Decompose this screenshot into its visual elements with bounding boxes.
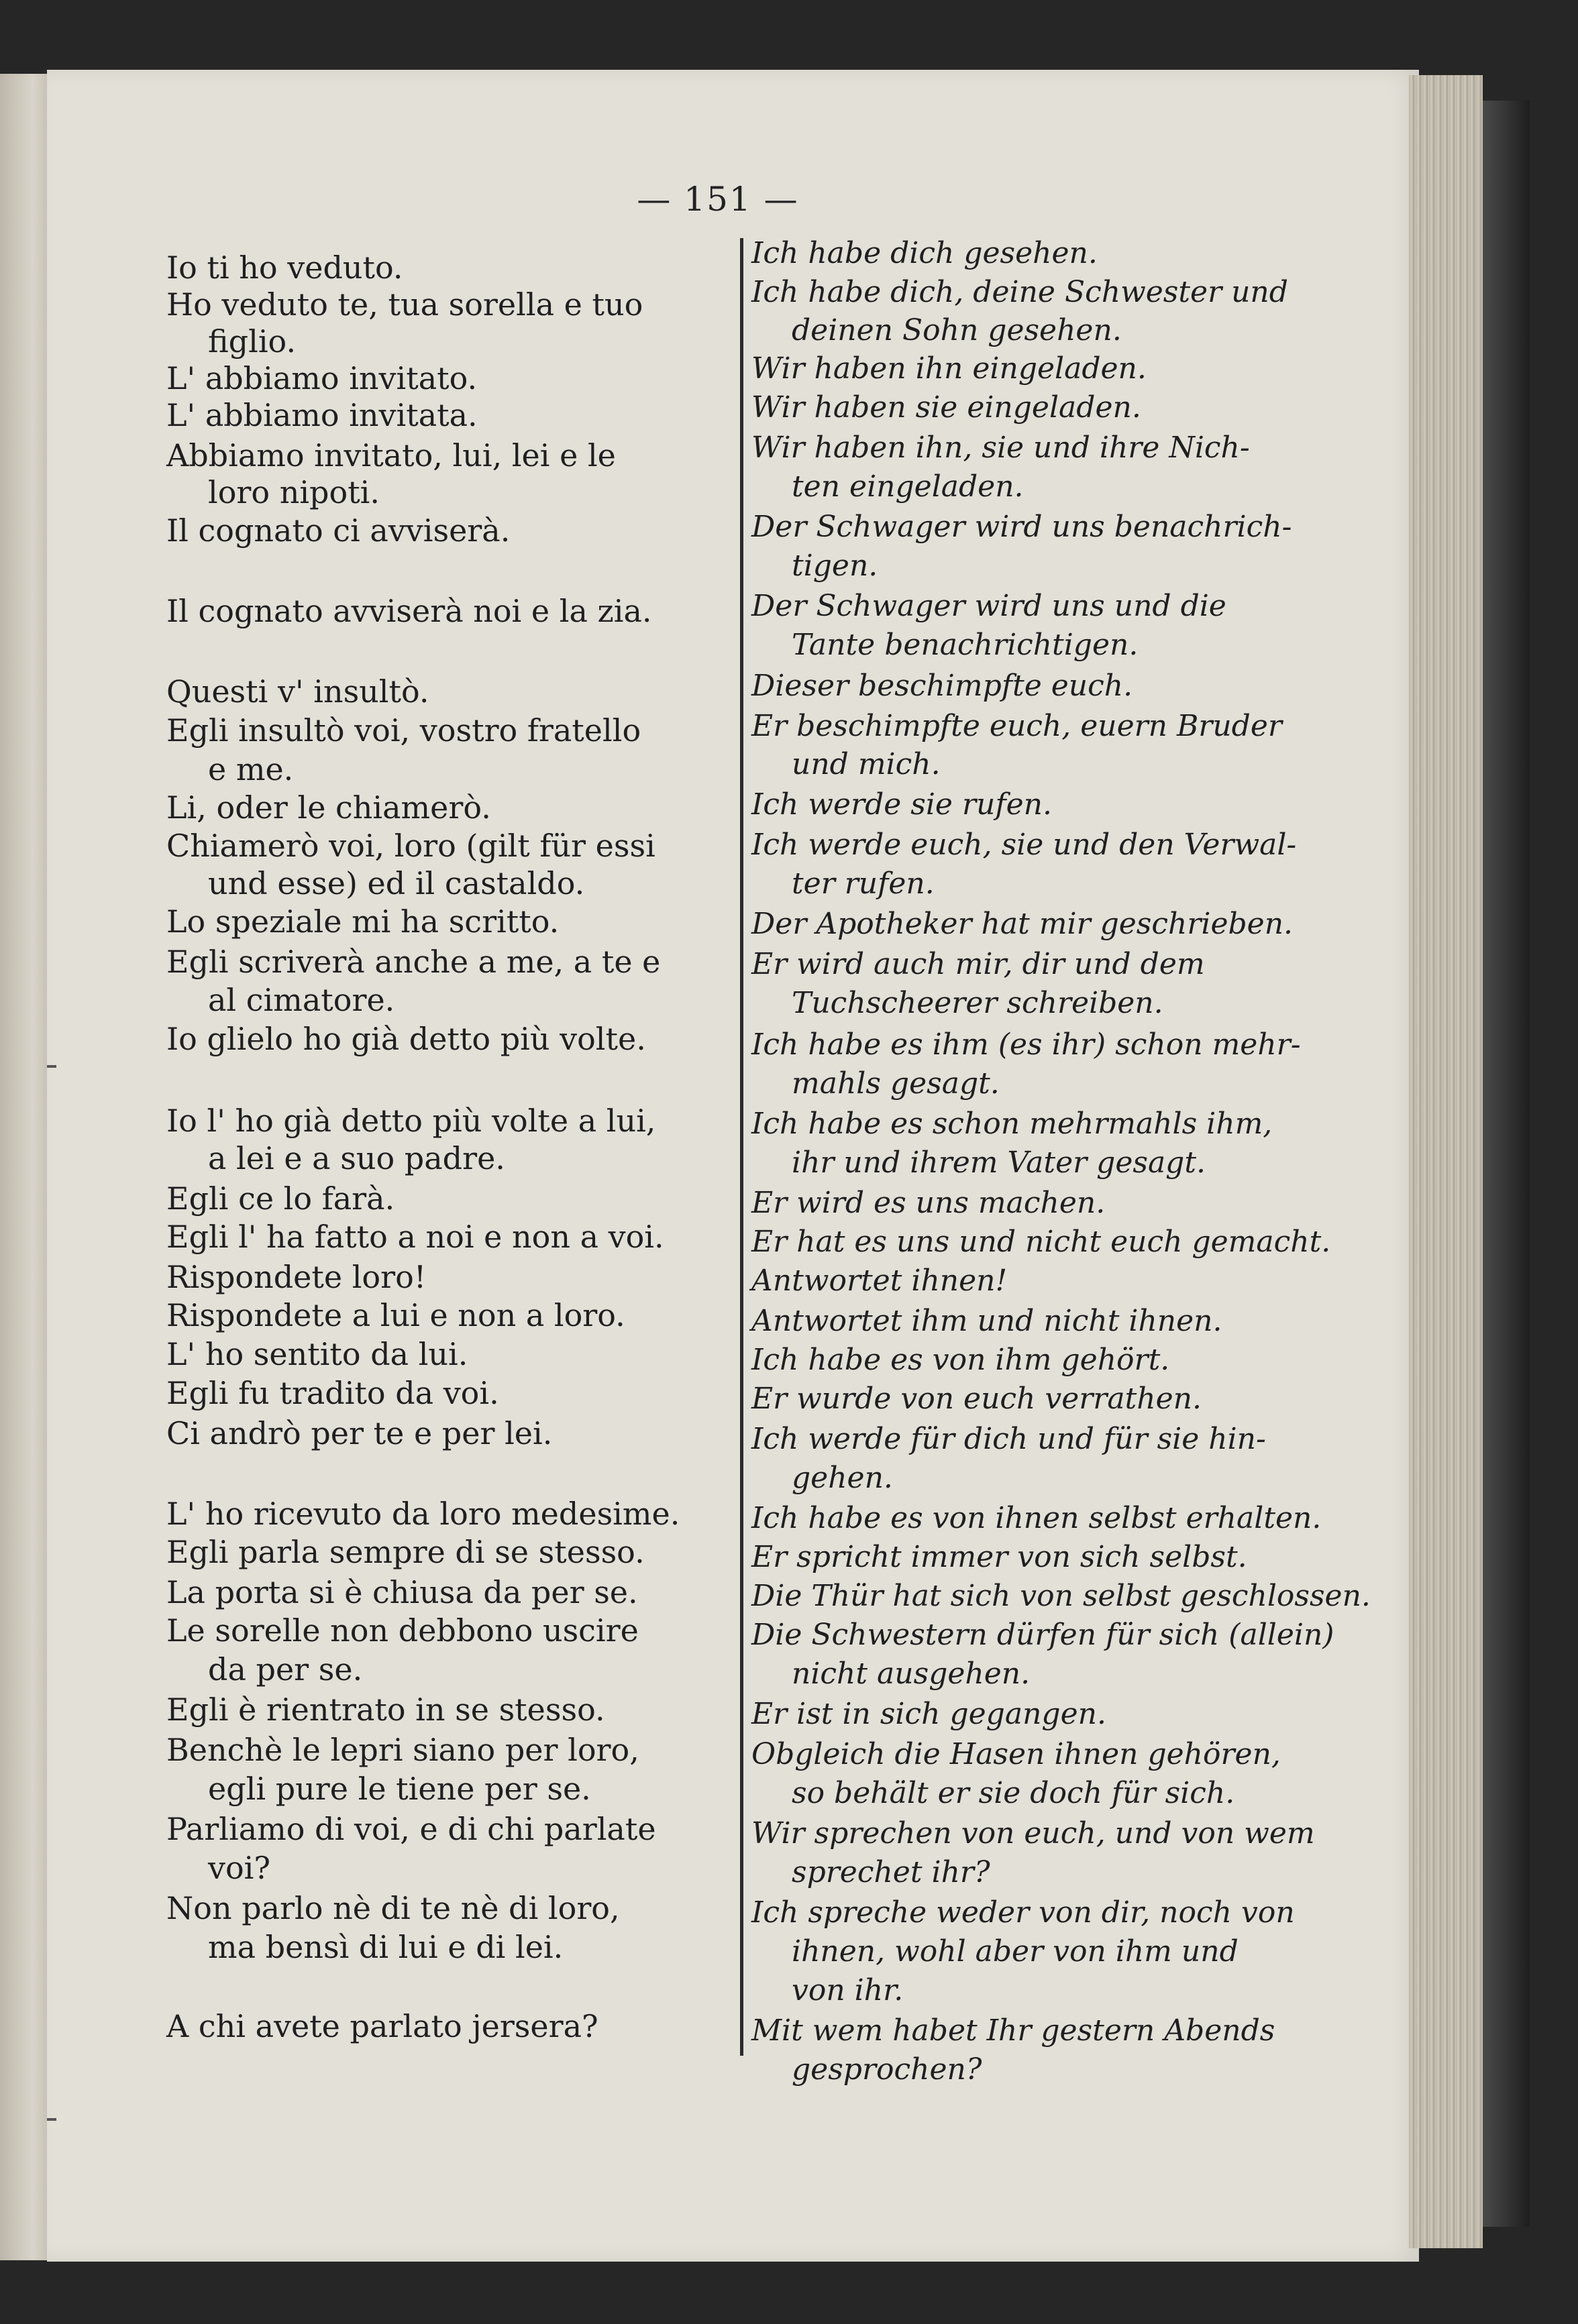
italian-line: a lei e a suo padre.	[208, 1140, 505, 1176]
german-line: ihnen, wohl aber von ihm und	[792, 1934, 1239, 1969]
german-line: Ich habe dich gesehen.	[751, 236, 1098, 270]
german-line: Obgleich die Hasen ihnen gehören,	[751, 1737, 1281, 1771]
italian-line: Egli insultò voi, vostro fratello	[166, 712, 641, 749]
italian-line: e me.	[208, 751, 294, 787]
italian-line: L' abbiamo invitata.	[166, 397, 478, 433]
italian-line: voi?	[208, 1850, 271, 1886]
german-line: Er wird es uns machen.	[751, 1186, 1106, 1220]
italian-line: und esse) ed il castaldo.	[208, 865, 585, 901]
italian-line: figlio.	[208, 323, 297, 359]
italian-line: Egli scriverà anche a me, a te e	[166, 944, 661, 980]
german-line: Mit wem habet Ihr gestern Abends	[751, 2013, 1275, 2048]
page-fore-edge	[1409, 75, 1483, 2248]
italian-line: Egli è rientrato in se stesso.	[166, 1692, 605, 1728]
german-line: Wir haben ihn, sie und ihre Nich-	[751, 431, 1250, 465]
german-line: Die Thür hat sich von selbst geschlossen.	[751, 1579, 1371, 1613]
german-line: Er hat es uns und nicht euch gemacht.	[751, 1225, 1331, 1259]
german-line: Er ist in sich gegangen.	[751, 1697, 1106, 1731]
margin-mark	[47, 2118, 56, 2121]
italian-line: Questi v' insultò.	[166, 673, 429, 710]
italian-line: ma bensì di lui e di lei.	[208, 1929, 564, 1965]
german-line: mahls gesagt.	[792, 1066, 1000, 1101]
german-line: Der Schwager wird uns und die	[751, 589, 1226, 623]
german-line: deinen Sohn gesehen.	[792, 313, 1122, 347]
german-line: ten eingeladen.	[792, 469, 1024, 504]
italian-line: Lo speziale mi ha scritto.	[166, 903, 560, 940]
german-line: sprechet ihr?	[792, 1855, 990, 1889]
italian-line: Parliamo di voi, e di chi parlate	[166, 1811, 656, 1847]
italian-line: L' abbiamo invitato.	[166, 360, 478, 396]
german-line: Ich werde für dich und für sie hin-	[751, 1422, 1266, 1456]
german-line: Antwortet ihnen!	[751, 1264, 1008, 1298]
italian-line: Benchè le lepri siano per loro,	[166, 1732, 639, 1768]
german-line: und mich.	[792, 747, 941, 781]
german-line: Ich werde euch, sie und den Verwal-	[751, 828, 1297, 862]
italian-line: Il cognato avviserà noi e la zia.	[166, 593, 652, 629]
page-number: — 151 —	[637, 180, 799, 219]
german-line: ihr und ihrem Vater gesagt.	[792, 1146, 1206, 1180]
italian-line: Io glielo ho già detto più volte.	[166, 1021, 646, 1057]
german-line: Ich habe es von ihm gehört.	[751, 1343, 1170, 1377]
book-cover-edge	[1483, 101, 1530, 2227]
italian-line: La porta si è chiusa da per se.	[166, 1574, 638, 1610]
german-line: Ich spreche weder von dir, noch von	[751, 1895, 1295, 1930]
column-divider	[740, 238, 743, 2056]
italian-line: Rispondete loro!	[166, 1259, 427, 1295]
german-line: Ich habe es von ihnen selbst erhalten.	[751, 1501, 1322, 1535]
italian-line: Egli l' ha fatto a noi e non a voi.	[166, 1219, 664, 1255]
previous-page-edge	[0, 74, 47, 2260]
italian-line: Non parlo nè di te nè di loro,	[166, 1890, 620, 1926]
german-line: Ich habe dich, deine Schwester und	[751, 275, 1288, 309]
italian-line: Ho veduto te, tua sorella e tuo	[166, 286, 643, 323]
german-line: Er spricht immer von sich selbst.	[751, 1540, 1247, 1574]
italian-line: L' ho sentito da lui.	[166, 1336, 468, 1372]
german-line: tigen.	[792, 549, 878, 583]
german-line: gesprochen?	[792, 2052, 982, 2087]
italian-line: Ci andrò per te e per lei.	[166, 1415, 553, 1451]
italian-line: Io l' ho già detto più volte a lui,	[166, 1103, 656, 1139]
german-line: nicht ausgehen.	[792, 1657, 1031, 1691]
italian-line: Chiamerò voi, loro (gilt für essi	[166, 828, 655, 864]
german-line: Er beschimpfte euch, euern Bruder	[751, 709, 1282, 743]
italian-line: da per se.	[208, 1651, 363, 1687]
italian-line: Rispondete a lui e non a loro.	[166, 1297, 625, 1333]
italian-line: Io ti ho veduto.	[166, 250, 403, 286]
german-line: Tante benachrichtigen.	[792, 628, 1139, 662]
german-line: ter rufen.	[792, 867, 935, 901]
german-line: von ihr.	[792, 1973, 904, 2007]
italian-line: loro nipoti.	[208, 474, 380, 510]
italian-line: Egli parla sempre di se stesso.	[166, 1534, 645, 1570]
italian-line: al cimatore.	[208, 982, 395, 1018]
german-line: so behält er sie doch für sich.	[792, 1776, 1235, 1810]
german-line: Wir haben ihn eingeladen.	[751, 351, 1147, 386]
german-line: Der Schwager wird uns benachrich-	[751, 510, 1292, 544]
italian-line: Abbiamo invitato, lui, lei e le	[166, 437, 616, 474]
italian-line: Egli ce lo farà.	[166, 1180, 395, 1217]
italian-line: L' ho ricevuto da loro medesime.	[166, 1496, 680, 1532]
german-line: Ich habe es ihm (es ihr) schon mehr-	[751, 1028, 1301, 1062]
margin-mark	[47, 1065, 56, 1068]
german-line: Ich habe es schon mehrmahls ihm,	[751, 1107, 1273, 1141]
italian-line: Egli fu tradito da voi.	[166, 1375, 499, 1411]
german-line: Dieser beschimpfte euch.	[751, 669, 1133, 703]
italian-line: Le sorelle non debbono uscire	[166, 1612, 639, 1649]
german-line: Der Apotheker hat mir geschrieben.	[751, 907, 1294, 941]
german-line: Wir sprechen von euch, und von wem	[751, 1816, 1315, 1850]
german-line: Ich werde sie rufen.	[751, 787, 1052, 822]
italian-line: A chi avete parlato jersera?	[166, 2008, 598, 2044]
german-line: Er wurde von euch verrathen.	[751, 1382, 1202, 1416]
german-line: Antwortet ihm und nicht ihnen.	[751, 1304, 1222, 1338]
german-line: gehen.	[792, 1461, 893, 1495]
italian-line: Li, oder le chiamerò.	[166, 789, 491, 826]
german-line: Er wird auch mir, dir und dem	[751, 947, 1205, 981]
italian-line: egli pure le tiene per se.	[208, 1771, 591, 1807]
german-line: Die Schwestern dürfen für sich (allein)	[751, 1618, 1334, 1652]
german-line: Wir haben sie eingeladen.	[751, 390, 1141, 425]
german-line: Tuchscheerer schreiben.	[792, 986, 1163, 1020]
italian-line: Il cognato ci avviserà.	[166, 512, 511, 549]
